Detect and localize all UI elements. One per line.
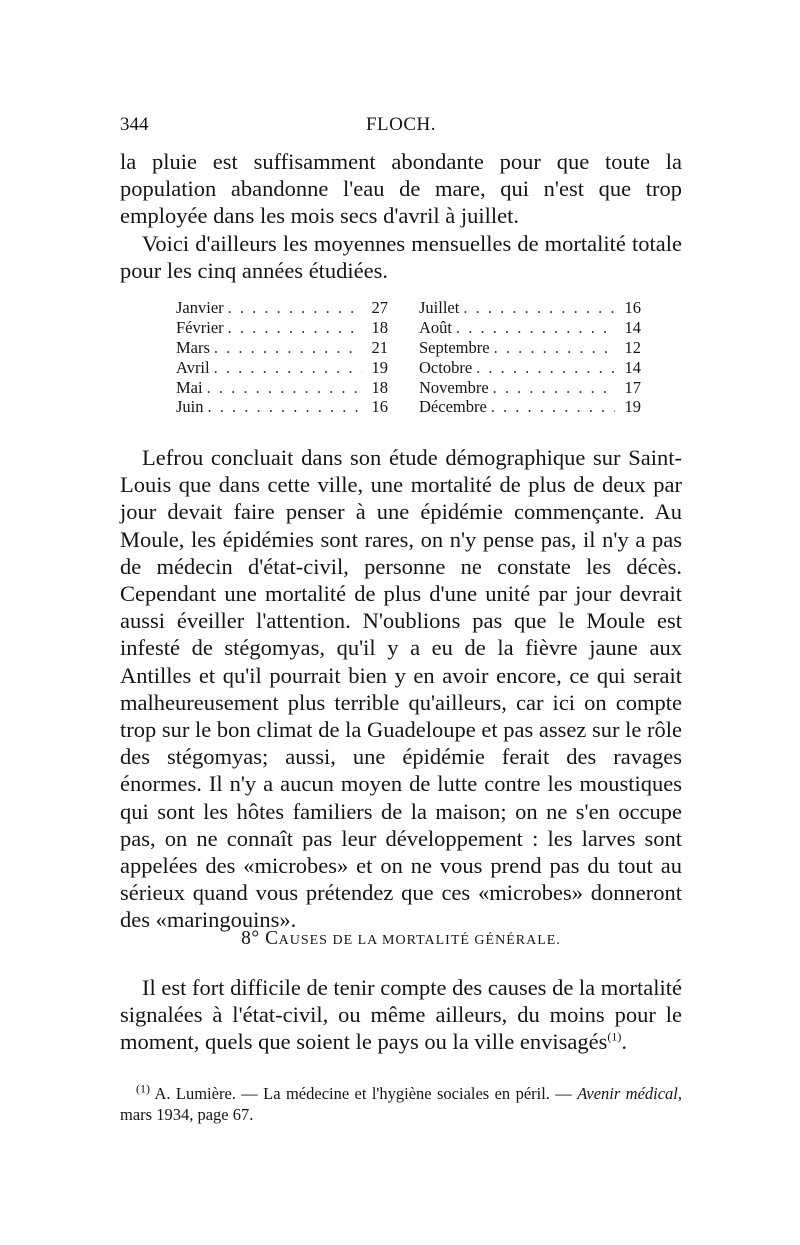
month-value: 17 xyxy=(624,377,641,397)
table-row xyxy=(176,397,388,417)
table-row xyxy=(419,378,641,398)
footnote-marker: (1) xyxy=(136,1081,150,1096)
month-label: Avril xyxy=(176,357,210,377)
month-value: 21 xyxy=(371,337,388,357)
month-label: Janvier xyxy=(176,298,224,317)
paragraph-averages xyxy=(120,230,682,284)
month-label: Septembre xyxy=(419,337,490,357)
mortality-table-left-column xyxy=(176,298,388,417)
running-title: FLOCH. xyxy=(365,114,437,135)
paragraph-intro: la pluie est suffisamment abondante pour que toute la population abandonne l'eau de mare, qui n'est que trop employée dans les mois secs d'avril à juillet. xyxy=(120,149,682,229)
section-title-initial: C xyxy=(265,928,279,949)
month-value: 19 xyxy=(624,397,641,417)
month-label: Mai xyxy=(176,377,203,397)
table-row xyxy=(419,318,641,338)
table-row xyxy=(176,338,388,358)
footnote-text: — La médecine et l'hygiène sociales en péril. — xyxy=(241,1084,572,1103)
paragraph-averages-text: Voici d'ailleurs les moyennes mensuelles de mortalité totale pour les cinq années étudiées. xyxy=(120,231,682,284)
dot-leader xyxy=(494,338,615,358)
month-value: 12 xyxy=(624,337,641,357)
month-label: Mars xyxy=(176,337,210,357)
footnote-reference: (1) xyxy=(607,1029,622,1044)
table-row xyxy=(419,358,641,378)
footnote-date: mars 1934, page 67. xyxy=(120,1104,254,1124)
paragraph-causes-text: Il est fort difficile de tenir compte des causes de la mortalité signalées à l'état-civil, ou même ailleurs, du moins pour le moment, quels que soient le pays ou la ville envisagés xyxy=(120,975,683,1055)
month-label: Juin xyxy=(176,397,204,417)
month-value: 18 xyxy=(371,317,388,337)
paragraph-lefrou xyxy=(120,444,682,934)
dot-leader xyxy=(214,358,362,378)
month-value: 19 xyxy=(371,357,388,377)
month-label: Juillet xyxy=(419,298,460,317)
table-row xyxy=(176,358,388,378)
paragraph-lefrou-text: Lefrou concluait dans son étude démographique sur Saint-Louis que dans cette ville, une mortalité de plus de deux par jour devait faire penser à une épidémie commençante. Au Moule, les épidémies sont rares, on n'y pense pas, il n'y a pas de médecin d'état-civil, personne ne constate les décès. Cependant une mortalité de plus d'une unité par jour devrait aussi éveiller l'attention. N'oublions pas que le Moule est infesté de stégomyas, qu'il y a eu de la fièvre jaune aux Antilles et qu'il pourrait bien y en avoir encore, ce qui serait malheureusement plus terrible qu'ailleurs, car ici on compte trop sur le bon climat de la Guadeloupe et pas assez sur le rôle des stégomyas; aussi, une épidémie ferait des ravages énormes. Il n'y a aucun moyen de lutte contre les moustiques qui sont les hôtes familiers de la maison; on ne s'en occupe pas, on ne connaît pas leur développement : les larves sont appelées des «microbes» et on ne vous prend pas du tout au sérieux quand vous prétendez que ces «microbes» donneront des «maringouins». xyxy=(120,445,682,933)
section-heading xyxy=(120,928,682,950)
month-label: Décembre xyxy=(419,397,487,417)
paragraph-causes xyxy=(120,974,682,1056)
section-number: 8° xyxy=(241,928,260,949)
table-row xyxy=(176,318,388,338)
table-row xyxy=(176,378,388,398)
month-value: 14 xyxy=(624,317,641,337)
table-row xyxy=(419,338,641,358)
mortality-table-right-column xyxy=(419,298,641,417)
paragraph-causes-end: . xyxy=(621,1029,628,1055)
dot-leader xyxy=(214,338,362,358)
month-label: Novembre xyxy=(419,377,489,397)
dot-leader xyxy=(207,378,362,398)
month-value: 16 xyxy=(624,298,641,317)
dot-leader xyxy=(476,358,615,378)
footnote xyxy=(120,1081,683,1125)
dot-leader xyxy=(228,318,362,338)
footnote-author: A. Lumière. xyxy=(154,1084,236,1103)
month-value: 18 xyxy=(371,377,388,397)
table-row xyxy=(176,298,388,318)
month-value: 27 xyxy=(371,298,388,317)
dot-leader xyxy=(493,378,615,398)
month-value: 16 xyxy=(371,397,388,417)
section-title: AUSES DE LA MORTALITÉ GÉNÉRALE. xyxy=(278,933,561,948)
page-header xyxy=(120,114,682,144)
page-number: 344 xyxy=(120,114,149,135)
month-label: Octobre xyxy=(419,357,473,377)
month-label: Février xyxy=(176,317,224,337)
dot-leader xyxy=(463,298,615,318)
dot-leader xyxy=(456,318,615,338)
month-value: 14 xyxy=(624,357,641,377)
dot-leader xyxy=(228,298,362,318)
dot-leader xyxy=(491,397,615,417)
table-row xyxy=(419,397,641,417)
month-label: Août xyxy=(419,317,452,337)
table-row xyxy=(419,298,641,318)
dot-leader xyxy=(208,397,362,417)
footnote-journal: Avenir médical, xyxy=(577,1084,683,1103)
